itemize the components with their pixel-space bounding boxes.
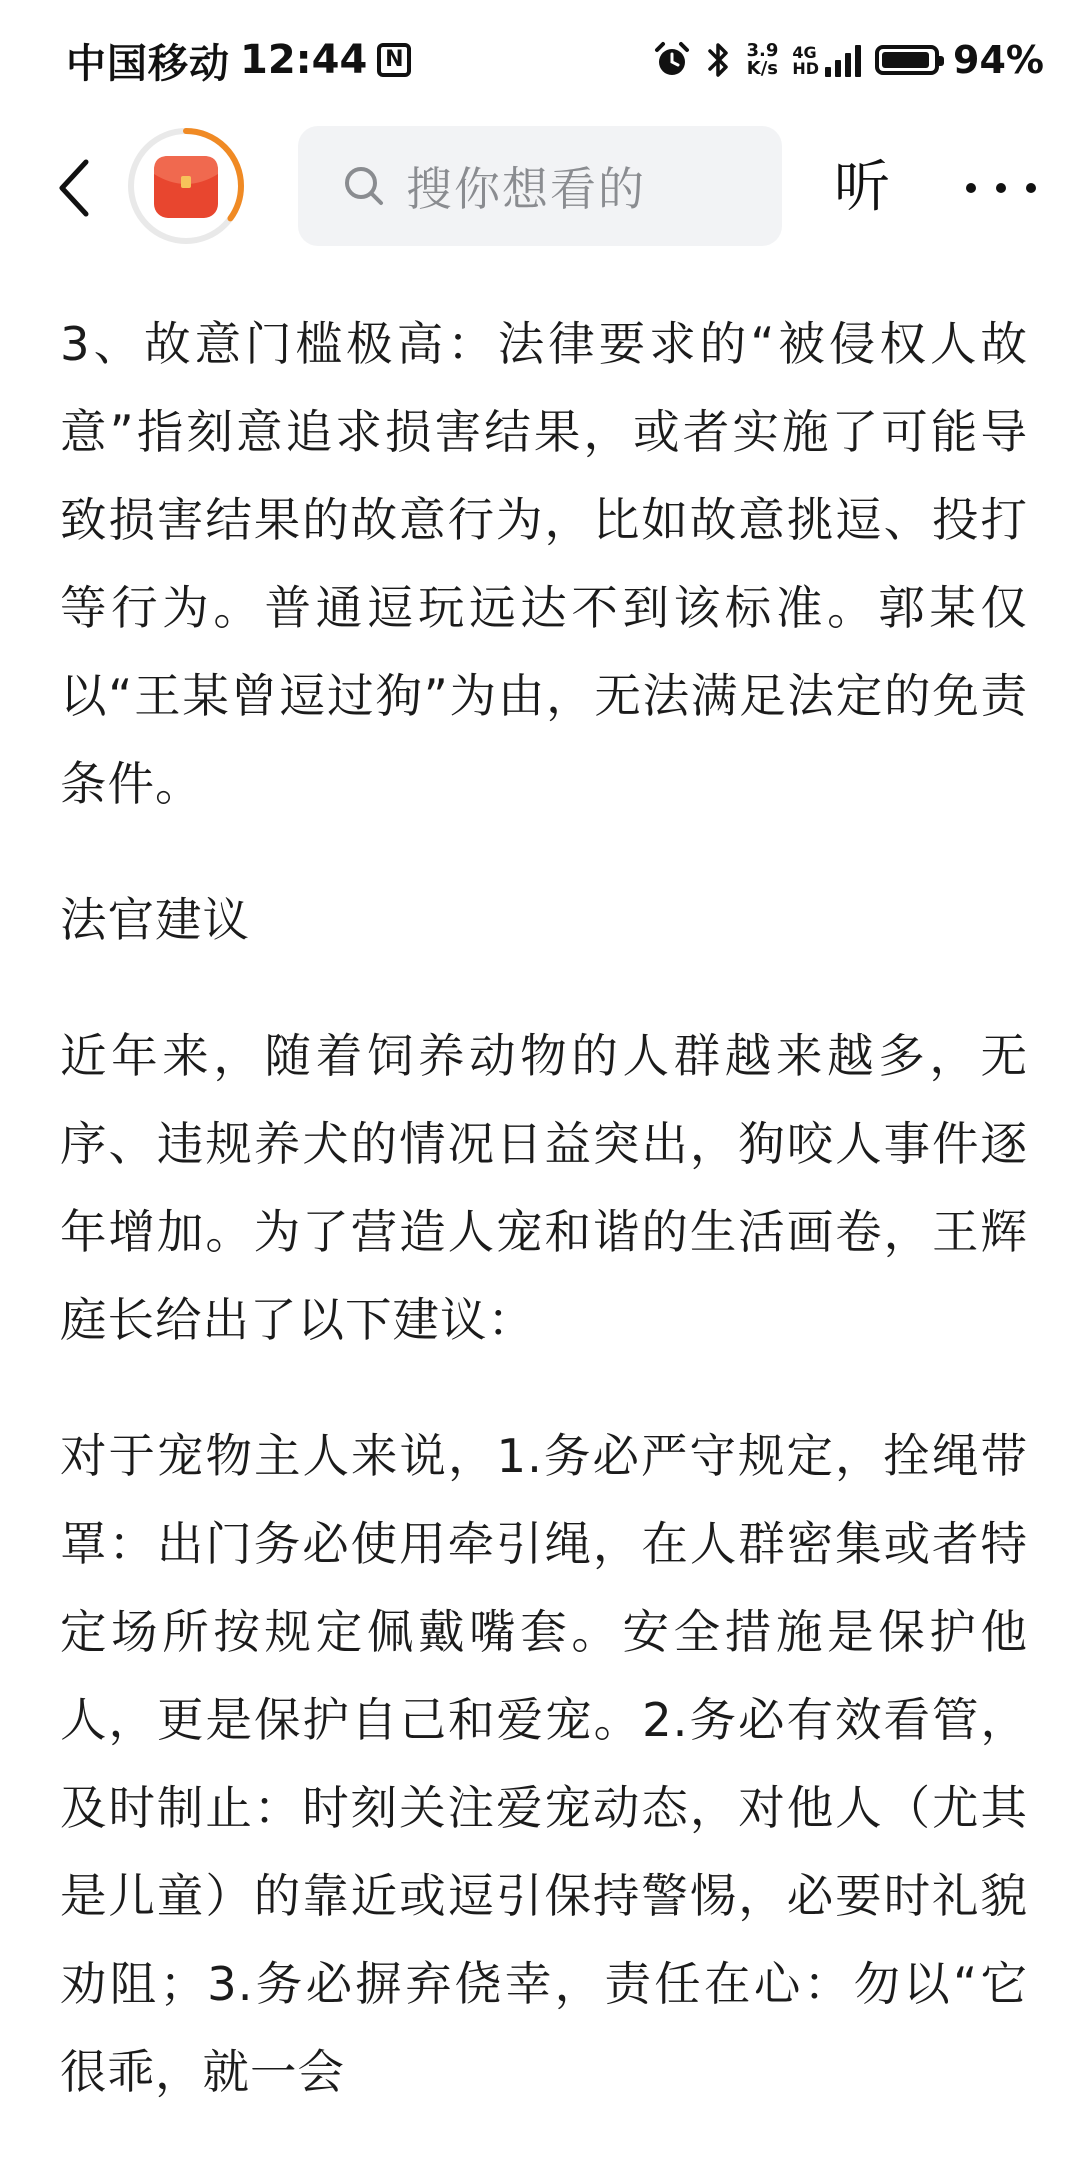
- app-header: [0, 120, 1080, 256]
- battery-fill: [882, 52, 929, 68]
- signal-bar: [855, 45, 861, 77]
- dot: [1026, 183, 1036, 193]
- more-dots-icon[interactable]: [966, 156, 1036, 220]
- search-input[interactable]: [298, 126, 782, 246]
- search-placeholder: 搜你想看的: [406, 162, 646, 216]
- red-envelope-icon: [150, 152, 222, 222]
- net-speed-value: 3.9: [746, 40, 779, 61]
- article-paragraph: 近年来，随着饲养动物的人群越来越多，无序、违规养犬的情况日益突出，狗咬人事件逐年增加。为了营造人宠和谐的生活画卷，王辉庭长给出了以下建议：: [60, 1029, 1028, 1347]
- chevron-left-icon: [54, 156, 94, 220]
- status-right: [652, 38, 1044, 82]
- battery-percent: 94%: [953, 38, 1044, 82]
- battery-icon: [875, 45, 939, 75]
- signal-bar: [835, 60, 841, 77]
- net-speed-unit: K/s: [746, 58, 779, 79]
- status-left: [66, 32, 411, 89]
- article-paragraph: 3、故意门槛极高：法律要求的“被侵权人故意”指刻意追求损害结果，或者实施了可能导致损害结果的故意行为，比如故意挑逗、投打等行为。普通逗玩远达不到该标准。郭某仅以“王某曾逗过狗”为由，无法满足法定的免责条件。: [60, 317, 1028, 811]
- signal-bar: [825, 67, 831, 77]
- network-sub-label: HD: [792, 59, 820, 78]
- reward-avatar-button[interactable]: [124, 124, 248, 248]
- status-bar: [0, 0, 1080, 120]
- nfc-letter: N: [385, 47, 404, 72]
- nfc-icon: [377, 43, 411, 77]
- clock: 12:44: [240, 37, 368, 83]
- search-icon: [342, 164, 386, 208]
- listen-button[interactable]: 听: [834, 155, 890, 220]
- alarm-icon: [652, 40, 692, 80]
- dot: [966, 183, 976, 193]
- net-speed: [746, 42, 778, 78]
- signal-bars: [825, 43, 861, 77]
- section-heading: 法官建议: [60, 893, 250, 947]
- signal-bar: [845, 53, 851, 77]
- article-body: [60, 300, 1028, 2164]
- network-type: [792, 45, 819, 77]
- signal-icon: [792, 43, 861, 77]
- back-button[interactable]: [44, 150, 104, 226]
- carrier-name: 中国移动: [66, 40, 230, 87]
- network-type-label: 4G: [792, 43, 817, 62]
- dot: [996, 183, 1006, 193]
- bluetooth-icon: [706, 40, 732, 80]
- article-paragraph: 对于宠物主人来说，1.务必严守规定，拴绳带罩：出门务必使用牵引绳，在人群密集或者特定场所按规定佩戴嘴套。安全措施是保护他人，更是保护自己和爱宠。2.务必有效看管，及时制止：时刻关注爱宠动态，对他人（尤其是儿童）的靠近或逗引保持警惕，必要时礼貌劝阻；3.务必摒弃侥幸，责任在心：勿以“它很乖，就一会: [60, 1429, 1028, 2099]
